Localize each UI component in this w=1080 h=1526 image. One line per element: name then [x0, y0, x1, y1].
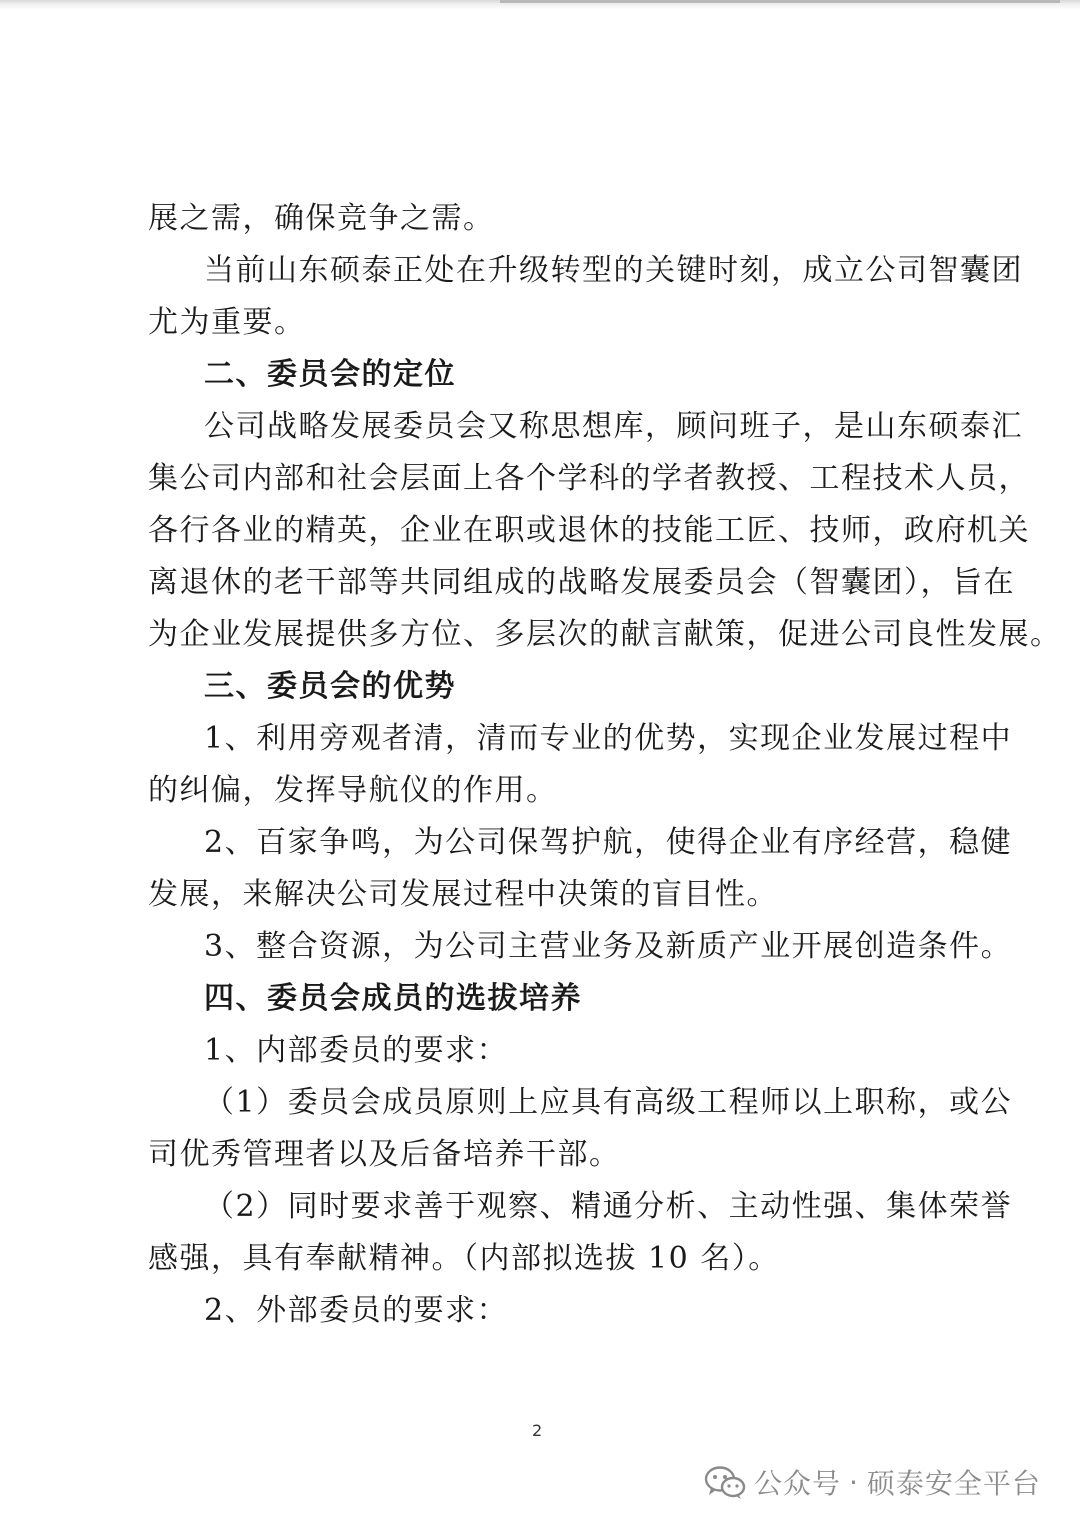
wechat-icon	[704, 1464, 746, 1500]
text-line: 为企业发展提供多方位、多层次的献言献策，促进公司良性发展。	[148, 617, 1062, 652]
text-line: 3、整合资源，为公司主营业务及新质产业开展创造条件。	[204, 929, 1013, 964]
text-line: 集公司内部和社会层面上各个学科的学者教授、工程技术人员，	[148, 461, 1030, 496]
text-line: 展之需，确保竞争之需。	[148, 201, 495, 236]
section-heading: 三、委员会的优势	[204, 669, 456, 704]
document-body	[148, 193, 1062, 1337]
text-line: 感强，具有奉献精神。（内部拟选拔 10 名）。	[148, 1241, 780, 1276]
watermark-prefix: 公众号	[754, 1467, 842, 1500]
text-line: 离退休的老干部等共同组成的战略发展委员会（智囊团），旨在	[148, 565, 1015, 600]
section-heading: 二、委员会的定位	[204, 357, 456, 392]
watermark	[704, 1462, 1041, 1502]
text-line: 2、外部委员的要求：	[204, 1293, 509, 1328]
text-line: 尤为重要。	[148, 305, 306, 340]
text-line: 司优秀管理者以及后备培养干部。	[148, 1137, 621, 1172]
text-line: 2、百家争鸣，为公司保驾护航，使得企业有序经营，稳健	[204, 825, 1013, 860]
watermark-separator: ·	[849, 1465, 859, 1499]
text-line: 各行各业的精英，企业在职或退休的技能工匠、技师，政府机关	[148, 513, 1030, 548]
page-number: 2	[532, 1421, 543, 1440]
text-line: 当前山东硕泰正处在升级转型的关键时刻，成立公司智囊团	[204, 253, 1023, 288]
text-line: 的纠偏，发挥导航仪的作用。	[148, 773, 558, 808]
text-line: 1、利用旁观者清，清而专业的优势，实现企业发展过程中	[204, 721, 1013, 756]
scan-edge	[0, 0, 1080, 10]
section-heading: 四、委员会成员的选拔培养	[204, 981, 582, 1016]
text-line: 公司战略发展委员会又称思想库，顾问班子，是山东硕泰汇	[204, 409, 1023, 444]
text-line: （2）同时要求善于观察、精通分析、主动性强、集体荣誉	[204, 1189, 1013, 1224]
text-line: 1、内部委员的要求：	[204, 1033, 509, 1068]
text-line: （1）委员会成员原则上应具有高级工程师以上职称，或公	[204, 1085, 1013, 1120]
text-line: 发展，来解决公司发展过程中决策的盲目性。	[148, 877, 778, 912]
watermark-name: 硕泰安全平台	[866, 1467, 1041, 1500]
